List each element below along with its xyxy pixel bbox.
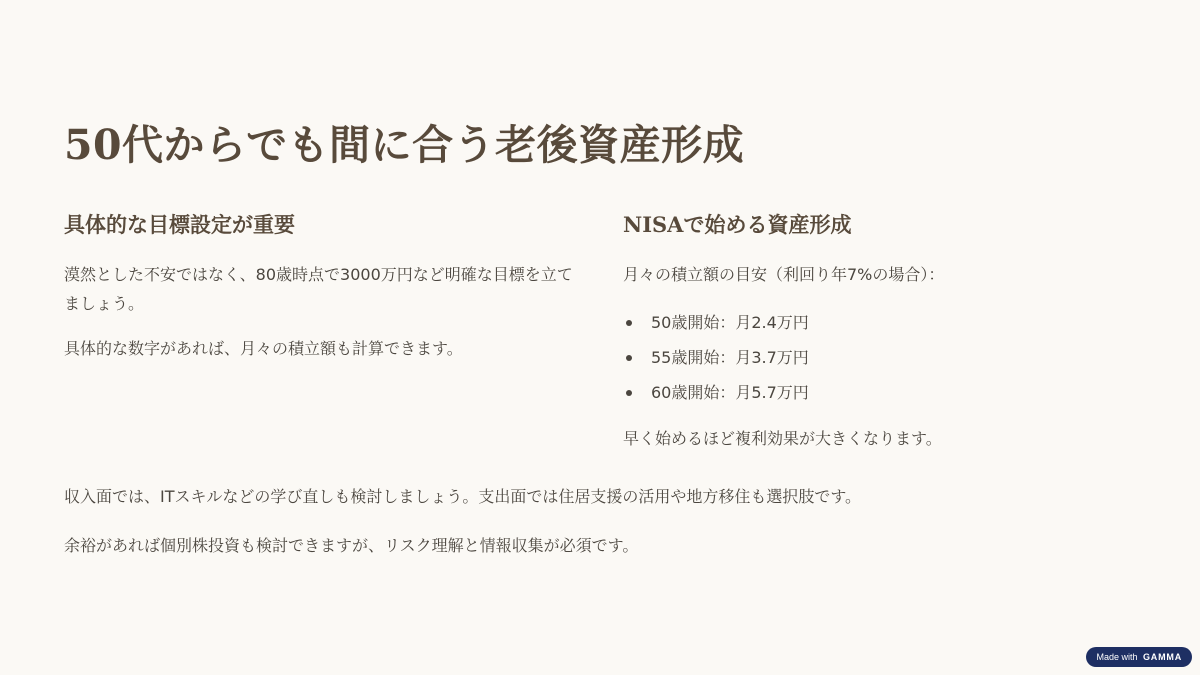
made-with-gamma-badge[interactable] xyxy=(1086,647,1192,667)
badge-prefix: Made with xyxy=(1096,652,1138,662)
right-intro: 月々の積立額の目安（利回り年7%の場合）： xyxy=(623,265,945,284)
bullet-item xyxy=(623,340,1143,375)
bottom-paragraph-2: 余裕があれば個別株投資も検討できますが、リスク理解と情報収集が必須です。 xyxy=(64,536,639,555)
right-note: 早く始めるほど複利効果が大きくなります。 xyxy=(623,429,942,448)
right-column-heading: NISAで始める資産形成 xyxy=(623,212,852,237)
bullet-icon xyxy=(626,390,632,396)
bullet-item xyxy=(623,375,1143,410)
bottom-paragraph-1: 収入面では、ITスキルなどの学び直しも検討しましょう。支出面では住居支援の活用や地方移住も選択肢です。 xyxy=(64,487,862,506)
left-paragraph-1: 漠然とした不安ではなく、80歳時点で3000万円など明確な目標を立てましょう。 xyxy=(64,265,573,313)
left-column-heading: 具体的な目標設定が重要 xyxy=(64,213,295,237)
bullet-icon xyxy=(626,320,632,326)
bullet-text: 50歳開始：月2.4万円 xyxy=(651,313,809,332)
right-column xyxy=(623,210,1143,469)
gamma-logo: GAMMA xyxy=(1143,652,1182,662)
bottom-section xyxy=(64,482,1144,580)
bullet-text: 55歳開始：月3.7万円 xyxy=(651,348,809,367)
bullet-icon xyxy=(626,355,632,361)
left-paragraph-2: 具体的な数字があれば、月々の積立額も計算できます。 xyxy=(64,339,463,358)
bullet-item xyxy=(623,305,1143,340)
slide-title: 50代からでも間に合う老後資産形成 xyxy=(64,121,745,169)
bullet-list xyxy=(623,305,1143,410)
bullet-text: 60歳開始：月5.7万円 xyxy=(651,383,809,402)
left-column xyxy=(64,210,584,379)
